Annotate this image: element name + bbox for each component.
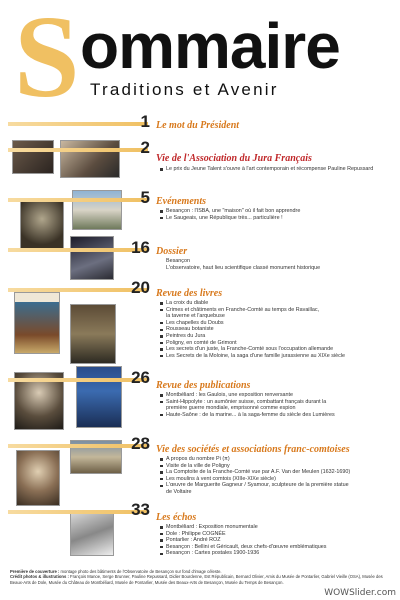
list-item: La Comptoite de la Franche-Comté vue par A.F. Van der Meulen (1632-1690) — [160, 469, 396, 476]
item-list — [160, 166, 396, 173]
item-list — [160, 258, 396, 271]
list-item: Besançon — [166, 258, 190, 264]
section-title[interactable]: Vie de l'Association du Jura Français — [156, 153, 312, 164]
credits — [10, 569, 390, 585]
page-number: 5 — [140, 188, 150, 207]
toc-entry-3[interactable] — [0, 186, 400, 230]
page-number: 20 — [131, 278, 150, 297]
list-item: Peintres du Jura — [160, 333, 396, 340]
section-title[interactable]: Evénements — [156, 196, 206, 207]
toc-entry-5[interactable] — [0, 276, 400, 372]
toc-entry-1[interactable] — [0, 112, 400, 132]
list-item: L'œuvre de Marguerite Gagneur / Syamour, sculpteure de la première statue — [160, 482, 396, 489]
photo-credit-text: François Manoe, Serge Brunner, Pauline Repussard, Didier Bourdenne, Est Républicain, Bernard Olivier, Amis du Musée de Pontarlier, Gabriel Vieille (OSA), Musée des Beaux-Arts de Dole, Musée du Château de Montbéliard, Musée de Pontarlier, Musée des Beaux-Arts de Besançon, Musée du Temps de Besançon. — [10, 574, 383, 585]
list-item: Besançon : Cartes postales 1900-1936 — [160, 550, 396, 557]
list-item: Les chapelles du Doubs — [160, 320, 396, 327]
item-list — [160, 300, 396, 359]
list-item: Montbéliard : Exposition monumentale — [160, 524, 396, 531]
list-item: Les moulins à vent comtois (XIIIe-XIXe siècle) — [160, 476, 396, 483]
cover-credit-label: Première de couverture : — [10, 569, 60, 574]
toc-entry-6[interactable] — [0, 366, 400, 434]
page-number: 26 — [131, 368, 150, 387]
list-item: Besançon : l'ISBA, une "maison" où il fait bon apprendre — [160, 208, 396, 215]
section-title[interactable]: Le mot du Président — [156, 120, 240, 131]
list-item: Dole : Philippe COGNÉE — [160, 531, 396, 538]
list-item: La croix du diable — [160, 300, 396, 307]
page-number: 33 — [131, 500, 150, 519]
list-item: de Voltaire — [166, 488, 192, 495]
section-title[interactable]: Vie des sociétés et associations franc-comtoises — [156, 444, 350, 455]
page-number: 1 — [140, 112, 150, 131]
toc-entry-2[interactable] — [0, 136, 400, 180]
list-item: Visite de la ville de Poligny — [160, 463, 396, 470]
cover-credit-text: montage photo des bâtiments de l'Observatoire de Besançon sur fond d'image céleste. — [60, 569, 222, 574]
section-title[interactable]: Revue des publications — [156, 380, 251, 391]
page-number: 16 — [131, 238, 150, 257]
item-list — [160, 392, 396, 418]
toc-entry-4[interactable] — [0, 236, 400, 276]
item-list — [160, 208, 396, 221]
list-item: Les secrets d'un juste, la Franche-Comté sous l'occupation allemande — [160, 346, 396, 353]
title-initial: S — [14, 0, 80, 122]
list-item: A propos du nombre Pi (π) — [160, 456, 396, 463]
page-subtitle: Traditions et Avenir — [90, 80, 279, 99]
list-item: la taverne et l'arquebuse — [166, 313, 225, 320]
list-item: Le prix du Jeune Talent s'ouvre à l'art contemporain et récompense Pauline Repussard — [160, 166, 396, 173]
page-title: ommaire — [80, 10, 340, 82]
list-item: Besançon : Bellini et Géricault, deux chefs-d'œuvre emblématiques — [160, 544, 396, 551]
list-item: Les Secrets de la Moloine, la saga d'une famille jurassienne au XIXe siècle — [160, 353, 396, 360]
section-title[interactable]: Les échos — [156, 512, 197, 523]
toc-entry-8[interactable] — [0, 498, 400, 564]
section-title[interactable]: Revue des livres — [156, 288, 223, 299]
item-list — [160, 456, 396, 496]
list-item: Montbéliard : les Gaulois, une exposition renversante — [160, 392, 396, 399]
list-item: Haute-Saône : de la marine... à la saga-femme du siècle des Lumières — [160, 412, 396, 419]
list-item: Crimes et châtiments en Franche-Comté au temps de Ravaillac, — [160, 307, 396, 314]
list-item: Rousseau botaniste — [160, 326, 396, 333]
list-item: Le Saugeais, une République très... particulière ! — [160, 215, 396, 222]
photo-credit-label: Crédit photos & illustrations : — [10, 574, 69, 580]
item-list — [160, 524, 396, 557]
photo-credit — [10, 574, 390, 585]
header — [0, 0, 400, 122]
page-number: 2 — [140, 138, 150, 157]
list-item: Poligny, en comté de Grimont — [160, 340, 396, 347]
watermark: WOWSlider.com — [324, 588, 396, 598]
list-item: Pontarlier : André ROZ — [160, 537, 396, 544]
list-item: première guerre mondiale, emprisonné comme espion — [166, 405, 296, 412]
list-item: L'observatoire, haut lieu scientifique classé monument historique — [166, 264, 321, 271]
page-number: 28 — [131, 434, 150, 453]
section-title[interactable]: Dossier — [156, 246, 188, 257]
toc-entry-7[interactable] — [0, 432, 400, 498]
list-item: Saint-Hippolyte : un aumônier suisse, combattant français durant la — [160, 399, 396, 406]
